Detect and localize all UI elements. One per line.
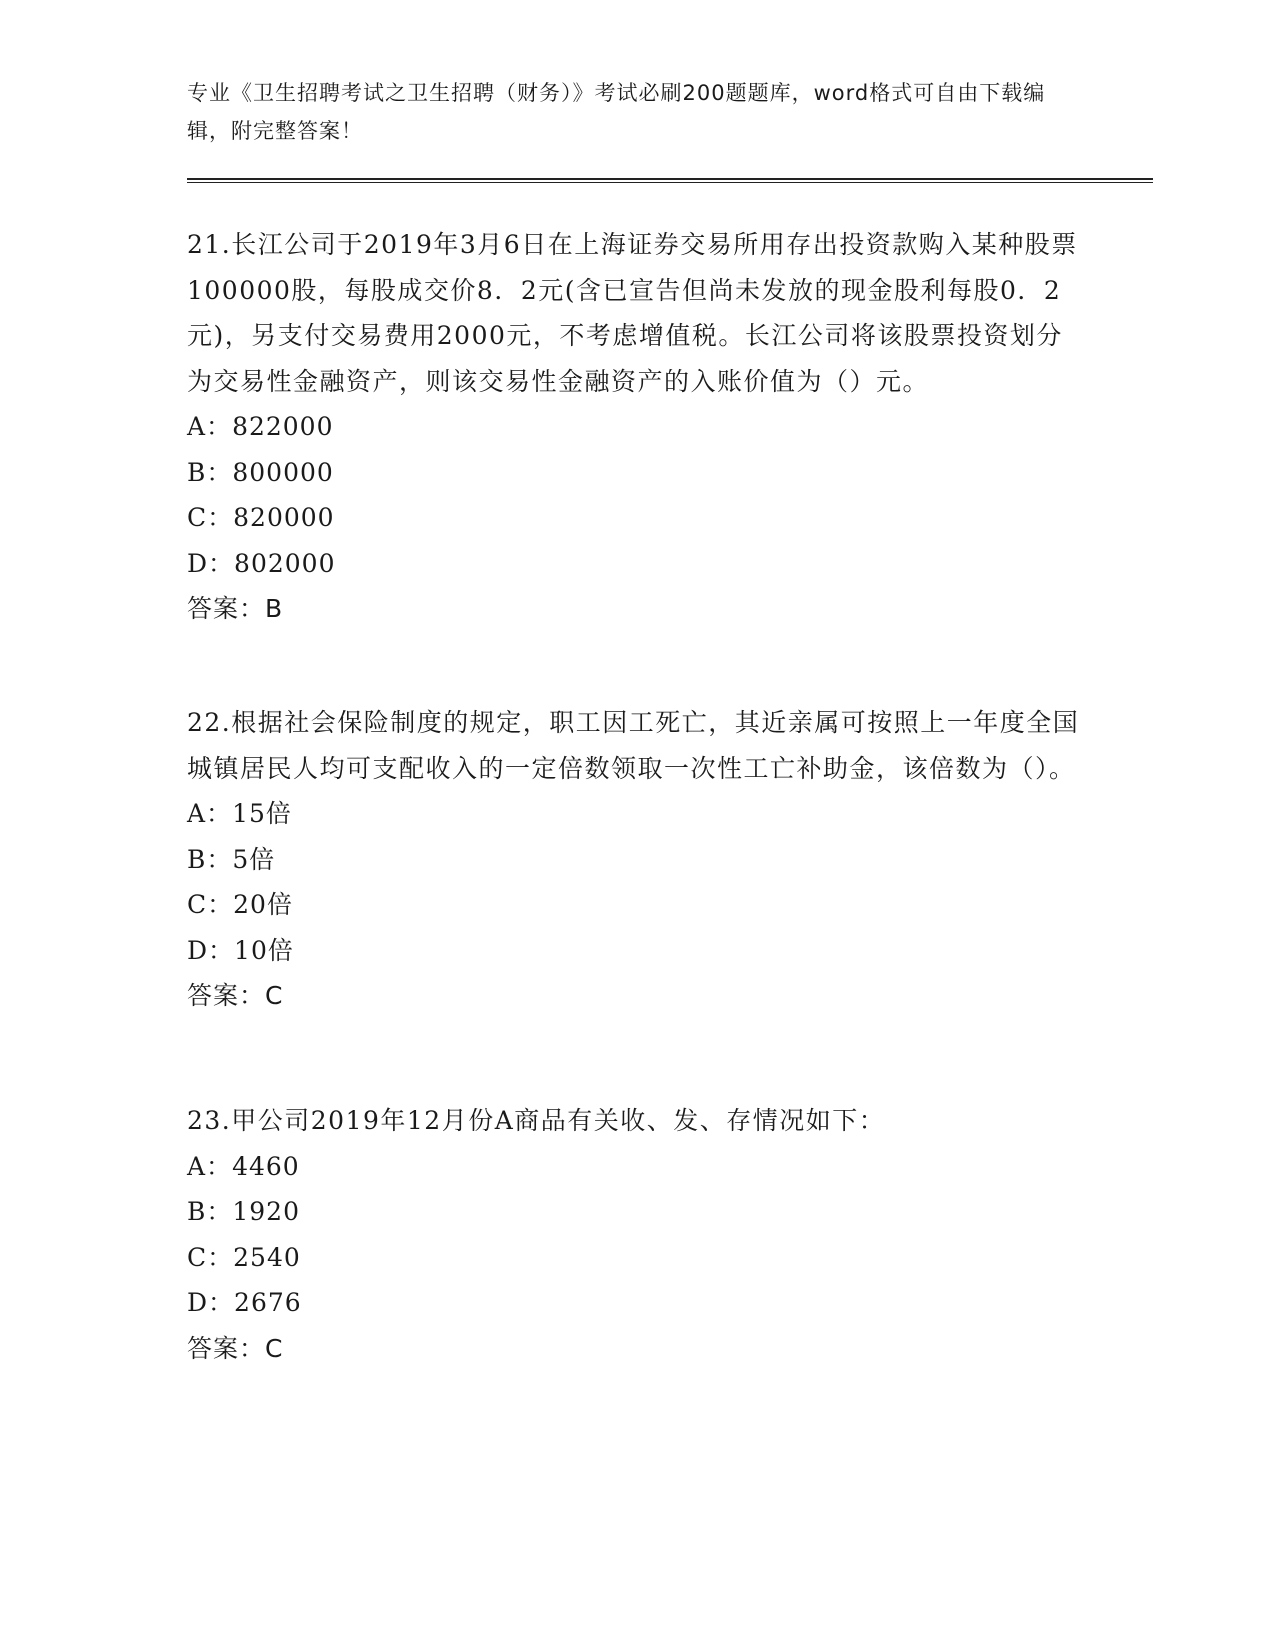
answer-line: 答案：C (187, 1333, 284, 1363)
option-value: 802000 (234, 548, 336, 578)
option-key: B： (187, 457, 233, 487)
option-value: 20倍 (233, 890, 293, 919)
option-key: A： (187, 799, 233, 828)
document-header: 专业《卫生招聘考试之卫生招聘（财务）》考试必刷200题题库，word格式可自由下载编辑，附完整答案！ (187, 81, 1046, 143)
question-stem: 22.根据社会保险制度的规定，职工因工死亡，其近亲属可按照上一年度全国城镇居民人均可支配收入的一定倍数领取一次性工亡补助金，该倍数为（）。 (187, 708, 1080, 783)
option-d (187, 1280, 1087, 1326)
option-key: D： (187, 1288, 235, 1317)
question-22 (187, 700, 1087, 1019)
option-value: 820000 (233, 503, 335, 532)
option-b (187, 450, 1087, 496)
question-stem: 21.长江公司于2019年3月6日在上海证券交易所用存出投资款购入某种股票100000股，每股成交价8．2元(含已宣告但尚未发放的现金股利每股0．2元)，另支付交易费用2000元，不考虑增值税。长江公司将该股票投资划分为交易性金融资产，则该交易性金融资产的入账价值为（）元。 (187, 230, 1078, 396)
question-23 (187, 1098, 1087, 1371)
option-value: 2676 (234, 1288, 302, 1317)
option-c (187, 882, 1087, 928)
option-value: 5倍 (232, 844, 276, 874)
question-21 (187, 222, 1087, 632)
option-value: 800000 (232, 457, 334, 487)
option-key: B： (187, 1197, 233, 1226)
option-key: D： (187, 548, 235, 578)
option-value: 822000 (232, 412, 334, 441)
option-d (187, 541, 1087, 587)
option-key: B： (187, 844, 233, 874)
option-key: C： (187, 890, 234, 919)
option-a (187, 1144, 1087, 1190)
option-value: 4460 (232, 1151, 300, 1181)
option-a (187, 404, 1087, 450)
option-key: D： (187, 935, 235, 965)
header-divider (187, 178, 1153, 183)
option-a (187, 791, 1087, 837)
option-key: C： (187, 1242, 234, 1272)
option-value: 15倍 (232, 799, 292, 828)
option-key: A： (187, 412, 233, 441)
option-value: 2540 (233, 1242, 301, 1272)
option-b (187, 1189, 1087, 1235)
option-c (187, 495, 1087, 541)
question-stem: 23.甲公司2019年12月份A商品有关收、发、存情况如下： (187, 1106, 886, 1135)
option-key: A： (187, 1151, 233, 1181)
answer-line: 答案：B (187, 594, 284, 623)
option-d (187, 928, 1087, 974)
option-value: 1920 (232, 1197, 300, 1226)
option-b (187, 837, 1087, 883)
option-value: 10倍 (234, 935, 294, 965)
answer-line: 答案：C (187, 981, 284, 1010)
option-key: C： (187, 503, 234, 532)
option-c (187, 1235, 1087, 1281)
